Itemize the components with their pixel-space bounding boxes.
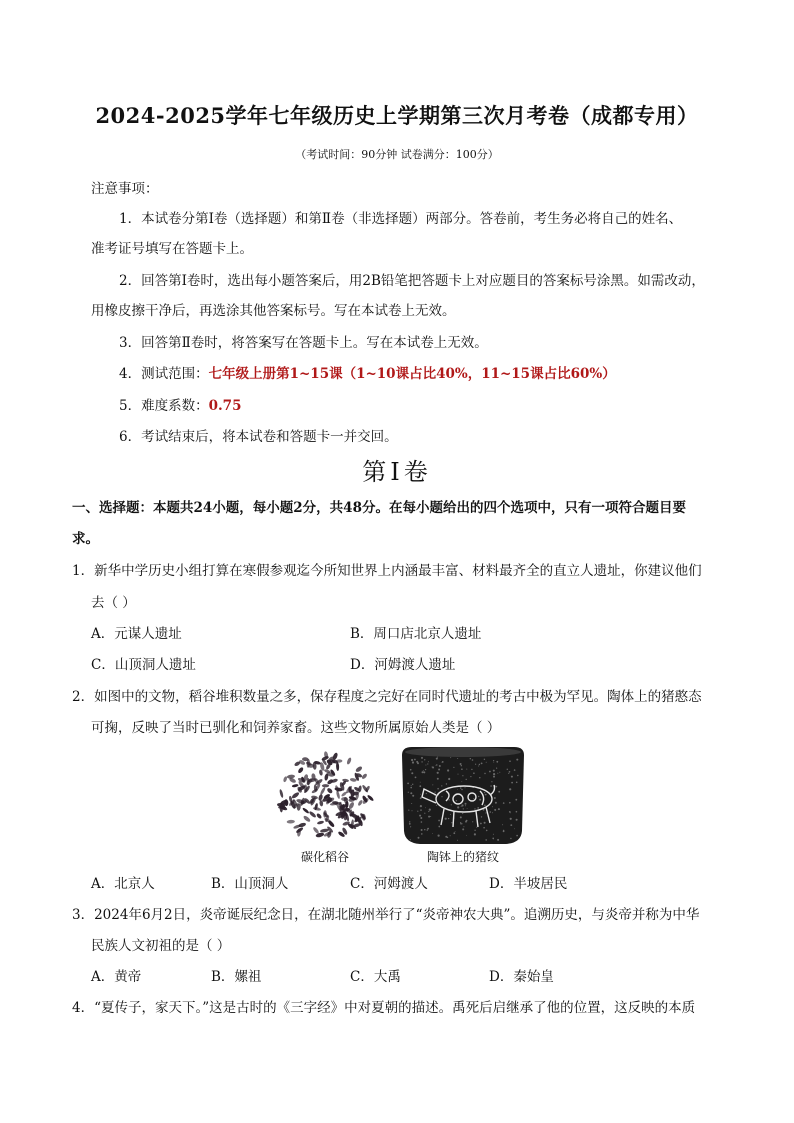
figure-caption-rice: 碳化稻谷	[300, 850, 349, 864]
notice-item-5	[119, 394, 241, 414]
q1-stem-a: 1．新华中学历史小组打算在寒假参观迄今所知世界上内涵最丰富、材料最齐全的直立人遗址，你建议他们	[72, 563, 702, 579]
figure-caption-pig: 陶钵上的猪纹	[426, 850, 499, 864]
q2-stem-a: 2．如图中的文物，稻谷堆积数量之多，保存程度之完好在同时代遗址的考古中极为罕见。陶体上的猪憨态	[72, 689, 702, 705]
q1-option-c: C．山顶洞人遗址	[91, 657, 196, 673]
q3-option-d: D．秦始皇	[489, 969, 554, 985]
q4-stem-a: 4．“夏传子，家天下。”这是古时的《三字经》中对夏朝的描述。禹死后启继承了他的位置，这反映的本质	[72, 1000, 696, 1016]
q2-option-c: C．河姆渡人	[350, 876, 428, 892]
test-scope: 七年级上册第1~15课（1~10课占比40%，11~15课占比60%）	[208, 366, 616, 382]
pottery-bowl-pig-image	[396, 743, 530, 849]
q3-option-a: A．黄帝	[91, 969, 142, 985]
q2-option-b: B．山顶洞人	[211, 876, 289, 892]
notice-item-4	[119, 362, 616, 382]
notice-item-2a: 2．回答第Ⅰ卷时，选出每小题答案后，用2B铅笔把答题卡上对应题目的答案标号涂黑。如需改动，	[119, 273, 705, 289]
notice-item-2b: 用橡皮擦干净后，再选涂其他答案标号。写在本试卷上无效。	[91, 303, 456, 319]
section-title: 第Ⅰ卷	[362, 458, 432, 486]
difficulty-value: 0.75	[208, 398, 242, 414]
q3-option-b: B．嫘祖	[211, 969, 262, 985]
q2-stem-b: 可掬，反映了当时已驯化和饲养家畜。这些文物所属原始人类是（ ）	[91, 720, 501, 736]
q1-option-a: A．元谋人遗址	[91, 626, 182, 642]
q2-option-a: A．北京人	[91, 876, 155, 892]
notice-item-5-label: 5．难度系数：	[119, 398, 209, 414]
notice-item-6: 6．考试结束后，将本试卷和答题卡一并交回。	[119, 429, 398, 445]
section-intro-b: 求。	[72, 531, 99, 547]
q1-option-b: B．周口店北京人遗址	[350, 626, 482, 642]
notice-item-1b: 准考证号填写在答题卡上。	[91, 241, 253, 257]
exam-title: 2024-2025学年七年级历史上学期第三次月考卷（成都专用）	[95, 103, 699, 128]
exam-subtitle: （考试时间：90分钟 试卷满分：100分）	[295, 148, 499, 161]
notice-heading: 注意事项：	[91, 181, 159, 197]
notice-item-4-label: 4．测试范围：	[119, 366, 209, 382]
q3-stem-b: 民族人文初祖的是（ ）	[91, 938, 231, 954]
notice-item-3: 3．回答第Ⅱ卷时，将答案写在答题卡上。写在本试卷上无效。	[119, 335, 488, 351]
q2-option-d: D．半坡居民	[489, 876, 568, 892]
q1-option-d: D．河姆渡人遗址	[350, 657, 456, 673]
q3-stem-a: 3．2024年6月2日，炎帝诞辰纪念日，在湖北随州举行了“炎帝神农大典”。追溯历史，与炎帝并称为中华	[72, 907, 700, 923]
carbonized-rice-image	[266, 747, 384, 847]
notice-item-1a: 1．本试卷分第Ⅰ卷（选择题）和第Ⅱ卷（非选择题）两部分。答卷前，考生务必将自己的姓名、	[119, 211, 683, 227]
q3-option-c: C．大禹	[350, 969, 401, 985]
section-intro-a: 一、选择题：本题共24小题，每小题2分，共48分。在每小题给出的四个选项中，只有一项符合题目要	[72, 500, 686, 516]
q1-stem-b: 去（ ）	[91, 595, 136, 611]
